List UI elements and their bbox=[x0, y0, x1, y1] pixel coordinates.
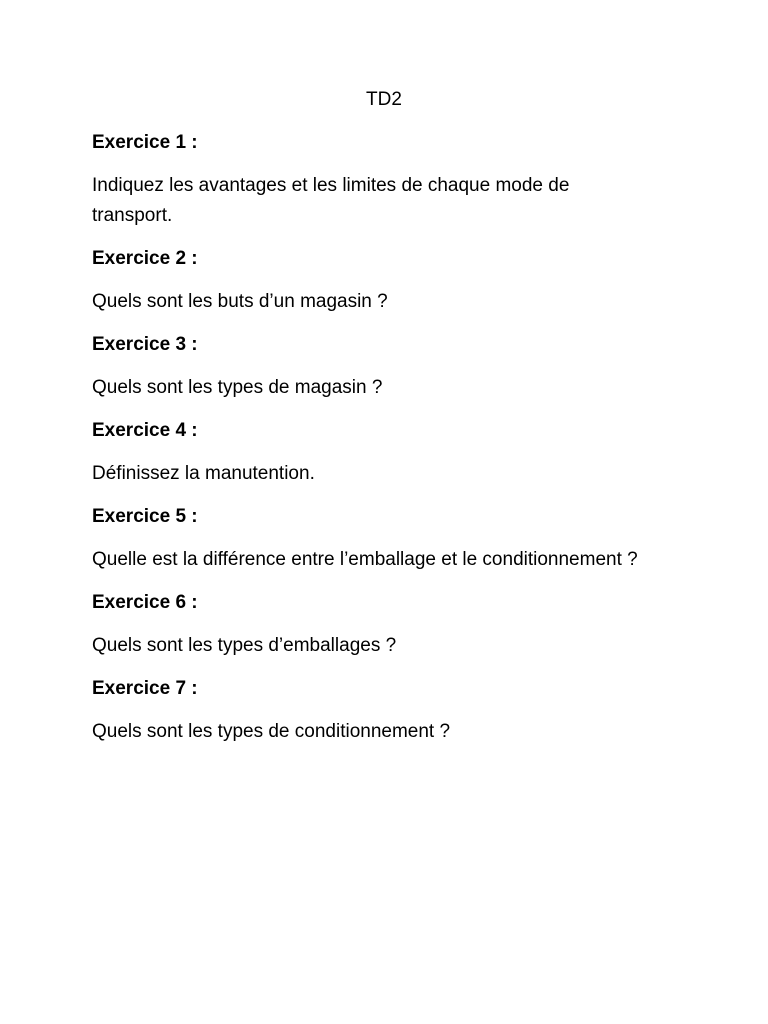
exercise-question: Quels sont les types de conditionnement ? bbox=[92, 721, 451, 742]
exercise-heading: Exercice 6 : bbox=[92, 592, 198, 613]
exercise-heading: Exercice 3 : bbox=[92, 334, 198, 355]
exercise-item bbox=[92, 588, 652, 661]
exercise-heading: Exercice 4 : bbox=[92, 420, 198, 441]
exercise-item bbox=[92, 330, 652, 403]
document-title: TD2 bbox=[366, 89, 402, 110]
exercise-heading: Exercice 2 : bbox=[92, 248, 198, 269]
exercise-item bbox=[92, 416, 652, 489]
exercise-list bbox=[92, 128, 652, 760]
exercise-question: Quels sont les types d’emballages ? bbox=[92, 635, 397, 656]
exercise-question: Quelle est la différence entre l’emballage et le conditionnement ? bbox=[92, 549, 638, 570]
exercise-question: Définissez la manutention. bbox=[92, 463, 315, 484]
exercise-item bbox=[92, 128, 652, 231]
exercise-heading: Exercice 5 : bbox=[92, 506, 198, 527]
exercise-question: Indiquez les avantages et les limites de chaque mode de transport. bbox=[92, 175, 570, 226]
exercise-item bbox=[92, 674, 652, 747]
exercise-item bbox=[92, 502, 652, 575]
exercise-heading: Exercice 7 : bbox=[92, 678, 198, 699]
exercise-heading: Exercice 1 : bbox=[92, 132, 198, 153]
exercise-item bbox=[92, 244, 652, 317]
exercise-question: Quels sont les types de magasin ? bbox=[92, 377, 383, 398]
exercise-question: Quels sont les buts d’un magasin ? bbox=[92, 291, 388, 312]
